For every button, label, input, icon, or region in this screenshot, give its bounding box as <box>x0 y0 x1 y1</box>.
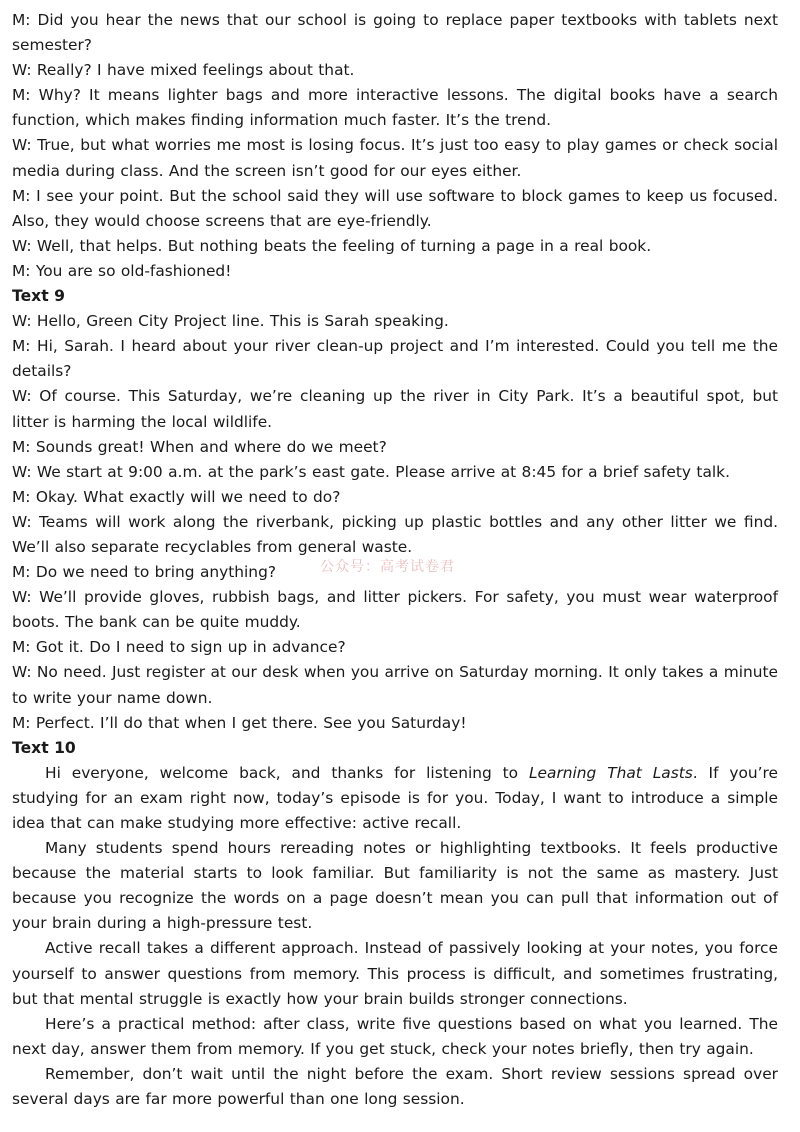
section-heading: Text 9 <box>12 287 65 306</box>
podcast-title: Learning That Lasts <box>528 763 693 782</box>
text8-dialogue <box>12 8 778 284</box>
dialogue-line: M: You are so old-fashioned! <box>12 261 232 280</box>
dialogue-line: W: True, but what worries me most is losing focus. It’s just too easy to play games or check social media during class. And the screen isn’t good for our eyes either. <box>12 136 778 180</box>
dialogue-line: M: Do we need to bring anything? <box>12 563 277 582</box>
dialogue-line: W: We start at 9:00 a.m. at the park’s east gate. Please arrive at 8:45 for a brief safety talk. <box>12 462 730 481</box>
dialogue-line: W: Teams will work along the riverbank, picking up plastic bottles and any other litter we find. We’ll also separate recyclables from general waste. <box>12 512 778 556</box>
dialogue-line: W: Hello, Green City Project line. This is Sarah speaking. <box>12 312 449 331</box>
monologue-paragraph: Here’s a practical method: after class, write five questions based on what you learned. The next day, answer them from memory. If you get stuck, check your notes briefly, then try again. <box>12 1014 778 1058</box>
dialogue-line: M: Okay. What exactly will we need to do? <box>12 487 341 506</box>
monologue-paragraph <box>12 761 778 836</box>
section-heading: Text 10 <box>12 738 76 757</box>
dialogue-line: M: Sounds great! When and where do we meet? <box>12 437 387 456</box>
dialogue-line: M: Got it. Do I need to sign up in advance? <box>12 638 346 657</box>
paragraph-text: . If you’re studying for an exam right now, today’s episode is for you. Today, I want to introduce a simple idea that can make studying more effective: active recall. <box>12 763 779 832</box>
text10-section <box>12 736 778 1112</box>
dialogue-line: M: Did you hear the news that our school is going to replace paper textbooks with tablets next semester? <box>12 11 778 55</box>
monologue-paragraph: Many students spend hours rereading notes or highlighting textbooks. It feels productive because the material starts to look familiar. But familiarity is not the same as mastery. Just because you recognize the words on a page doesn’t mean you can pull that information out of your brain during a high-pressure test. <box>12 839 778 933</box>
monologue-paragraph: Remember, don’t wait until the night before the exam. Short review sessions spread over several days are far more powerful than one long session. <box>12 1064 778 1109</box>
text9-section <box>12 284 778 736</box>
dialogue-line: M: Hi, Sarah. I heard about your river clean-up project and I’m interested. Could you tell me the details? <box>12 337 778 381</box>
dialogue-line: W: Really? I have mixed feelings about that. <box>12 61 355 80</box>
dialogue-line: W: Of course. This Saturday, we’re cleaning up the river in City Park. It’s a beautiful spot, but litter is harming the local wildlife. <box>12 387 778 431</box>
watermark-text: 公众号：高考试卷君 <box>320 559 455 575</box>
dialogue-line: M: Perfect. I’ll do that when I get there. See you Saturday! <box>12 713 467 732</box>
dialogue-line: M: I see your point. But the school said they will use software to block games to keep us focused. Also, they would choose screens that are eye-friendly. <box>12 186 778 230</box>
dialogue-line: M: Why? It means lighter bags and more interactive lessons. The digital books have a search function, which makes finding information much faster. It’s the trend. <box>12 86 778 130</box>
paragraph-text: Hi everyone, welcome back, and thanks for listening to <box>45 763 529 782</box>
monologue-paragraph: Active recall takes a different approach. Instead of passively looking at your notes, you force yourself to answer questions from memory. This process is difficult, and sometimes frustrating, but that mental struggle is exactly how your brain builds stronger connections. <box>12 939 778 1008</box>
dialogue-line: W: Well, that helps. But nothing beats the feeling of turning a page in a real book. <box>12 236 652 255</box>
dialogue-line: W: We’ll provide gloves, rubbish bags, and litter pickers. For safety, you must wear waterproof boots. The bank can be quite muddy. <box>12 588 778 632</box>
dialogue-line: W: No need. Just register at our desk when you arrive on Saturday morning. It only takes a minute to write your name down. <box>12 663 778 707</box>
